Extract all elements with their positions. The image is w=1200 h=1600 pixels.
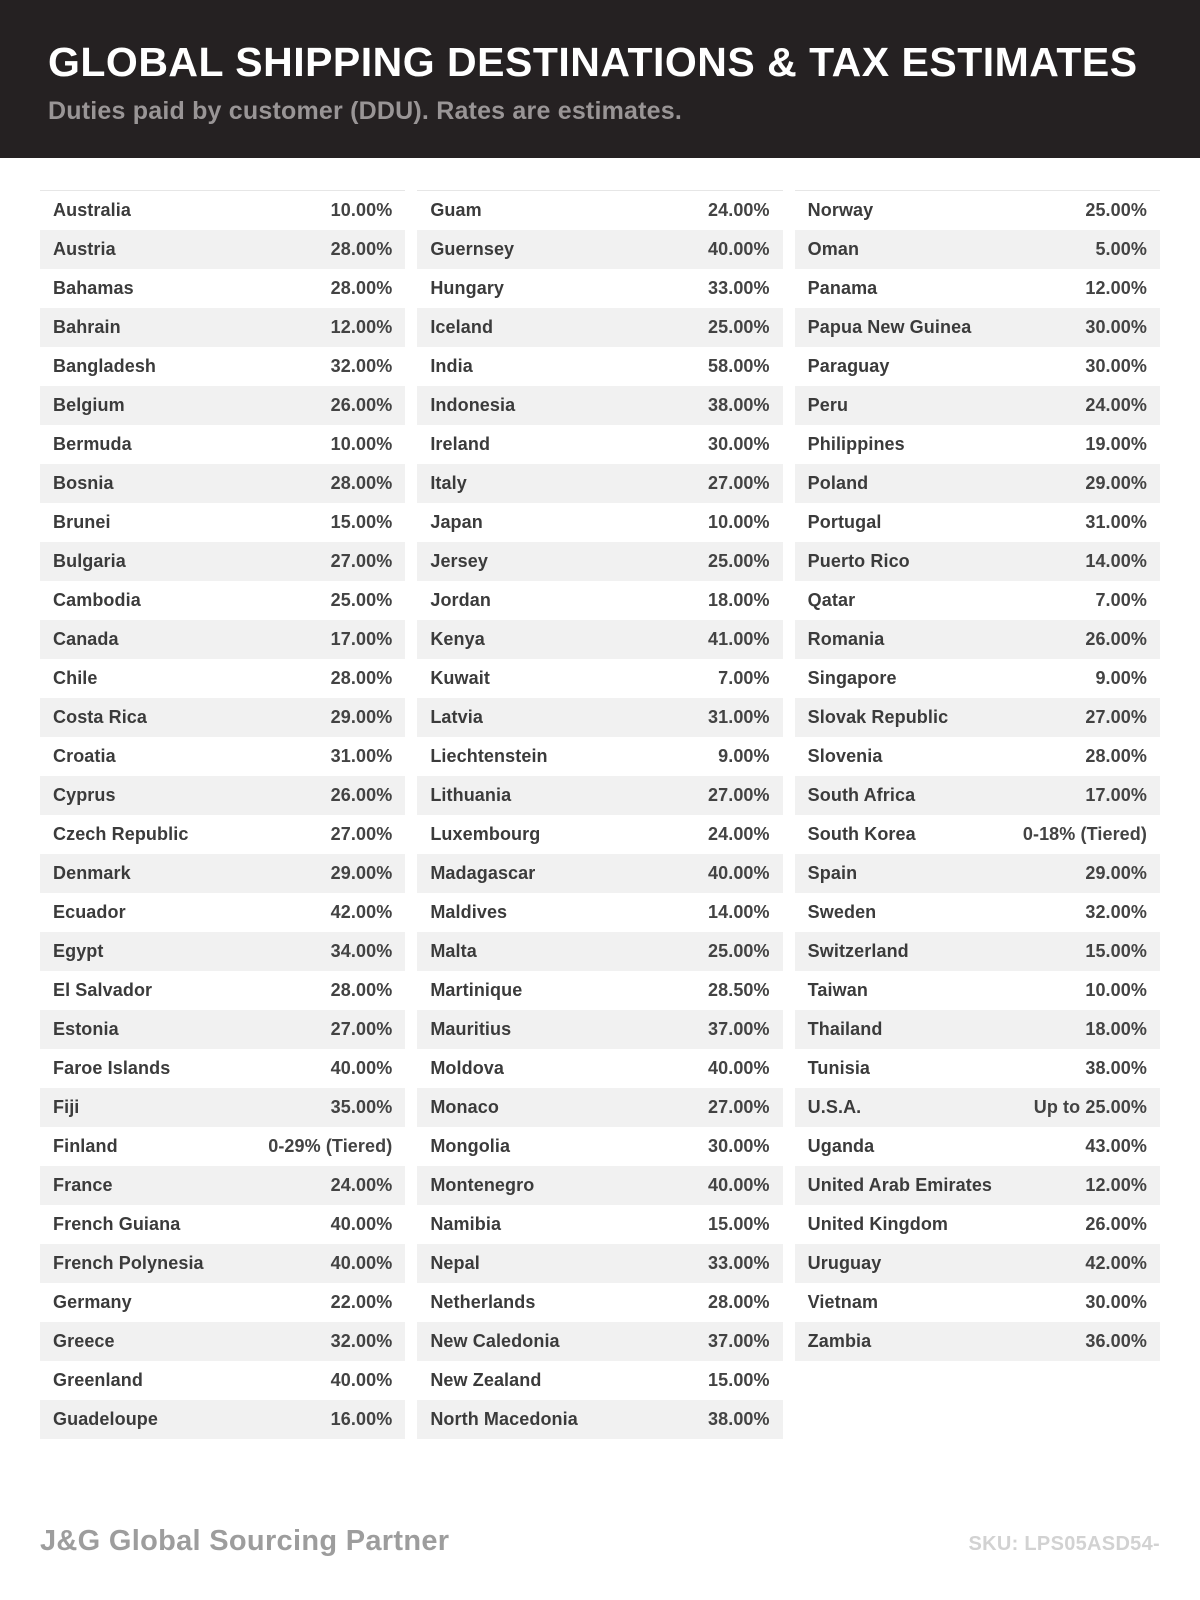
table-row bbox=[795, 464, 1160, 503]
table-row bbox=[417, 1010, 782, 1049]
country-name: Germany bbox=[53, 1292, 132, 1313]
tax-rate: 40.00% bbox=[330, 1058, 393, 1079]
country-name: Fiji bbox=[53, 1097, 80, 1118]
country-name: Moldova bbox=[430, 1058, 505, 1079]
country-name: Portugal bbox=[807, 512, 882, 533]
country-name: Kenya bbox=[430, 629, 485, 650]
country-name: Canada bbox=[53, 629, 119, 650]
country-name: Monaco bbox=[430, 1097, 499, 1118]
rates-column-1 bbox=[40, 190, 405, 1439]
country-name: Belgium bbox=[53, 395, 125, 416]
country-name: Italy bbox=[430, 473, 467, 494]
country-name: Oman bbox=[807, 239, 860, 260]
table-row bbox=[795, 191, 1160, 230]
table-row bbox=[40, 1244, 405, 1283]
table-row bbox=[417, 1049, 782, 1088]
country-name: Norway bbox=[807, 200, 874, 221]
country-name: Latvia bbox=[430, 707, 483, 728]
table-row bbox=[795, 893, 1160, 932]
tax-rate: 40.00% bbox=[330, 1370, 393, 1391]
table-row bbox=[40, 1400, 405, 1439]
country-name: Slovak Republic bbox=[807, 707, 949, 728]
table-row bbox=[40, 776, 405, 815]
tax-rate: 40.00% bbox=[708, 1175, 770, 1196]
country-name: United Arab Emirates bbox=[807, 1175, 993, 1196]
table-row bbox=[795, 815, 1160, 854]
table-row bbox=[40, 932, 405, 971]
country-name: Spain bbox=[807, 863, 858, 884]
table-row bbox=[40, 347, 405, 386]
tax-rate: 25.00% bbox=[1085, 200, 1147, 221]
country-name: French Polynesia bbox=[53, 1253, 204, 1274]
table-row bbox=[40, 1283, 405, 1322]
table-row bbox=[795, 620, 1160, 659]
tax-rate: 36.00% bbox=[1085, 1331, 1147, 1352]
country-name: Luxembourg bbox=[430, 824, 541, 845]
country-name: Guam bbox=[430, 200, 482, 221]
country-name: Montenegro bbox=[430, 1175, 535, 1196]
country-name: Guadeloupe bbox=[53, 1409, 159, 1430]
country-name: Tunisia bbox=[807, 1058, 871, 1079]
tax-rate: 28.50% bbox=[708, 980, 770, 1001]
country-name: New Zealand bbox=[430, 1370, 542, 1391]
table-row bbox=[40, 1088, 405, 1127]
table-row bbox=[417, 1244, 782, 1283]
rates-column-3 bbox=[795, 190, 1160, 1439]
country-name: Sweden bbox=[807, 902, 877, 923]
tax-rate: 31.00% bbox=[330, 746, 393, 767]
country-name: Hungary bbox=[430, 278, 505, 299]
country-name: Kuwait bbox=[430, 668, 490, 689]
tax-rate: 17.00% bbox=[330, 629, 393, 650]
country-name: Singapore bbox=[807, 668, 897, 689]
tax-rate: 40.00% bbox=[708, 863, 770, 884]
country-name: Lithuania bbox=[430, 785, 512, 806]
table-row bbox=[795, 1088, 1160, 1127]
country-name: Brunei bbox=[53, 512, 111, 533]
country-name: Vietnam bbox=[807, 1292, 879, 1313]
tax-rate: 41.00% bbox=[708, 629, 770, 650]
tax-rate: 25.00% bbox=[708, 551, 770, 572]
tax-rate: 24.00% bbox=[708, 200, 770, 221]
tax-rate: 28.00% bbox=[708, 1292, 770, 1313]
country-name: Netherlands bbox=[430, 1292, 536, 1313]
country-name: Madagascar bbox=[430, 863, 536, 884]
table-row bbox=[795, 698, 1160, 737]
tax-rate: 40.00% bbox=[708, 239, 770, 260]
table-row bbox=[417, 815, 782, 854]
tax-rate: 27.00% bbox=[330, 824, 393, 845]
tax-rate: 40.00% bbox=[708, 1058, 770, 1079]
country-name: Nepal bbox=[430, 1253, 480, 1274]
table-row bbox=[795, 503, 1160, 542]
table-row bbox=[417, 1088, 782, 1127]
tax-rate: 0-29% (Tiered) bbox=[268, 1136, 393, 1157]
tax-rate: 19.00% bbox=[1085, 434, 1147, 455]
country-name: New Caledonia bbox=[430, 1331, 560, 1352]
table-row bbox=[417, 191, 782, 230]
table-row bbox=[417, 1361, 782, 1400]
country-name: Greenland bbox=[53, 1370, 143, 1391]
tax-rate: 58.00% bbox=[708, 356, 770, 377]
tax-rate: 10.00% bbox=[330, 200, 393, 221]
tax-rate: 31.00% bbox=[1085, 512, 1147, 533]
table-row bbox=[40, 191, 405, 230]
tax-rate: 22.00% bbox=[330, 1292, 393, 1313]
table-row bbox=[40, 698, 405, 737]
country-name: Philippines bbox=[807, 434, 905, 455]
country-name: El Salvador bbox=[53, 980, 153, 1001]
table-row bbox=[795, 1205, 1160, 1244]
tax-rate: 14.00% bbox=[708, 902, 770, 923]
table-row bbox=[417, 737, 782, 776]
tax-rate: 27.00% bbox=[1085, 707, 1147, 728]
table-row bbox=[795, 308, 1160, 347]
country-name: Malta bbox=[430, 941, 477, 962]
table-row bbox=[795, 776, 1160, 815]
tax-rate: 30.00% bbox=[1085, 356, 1147, 377]
table-row bbox=[40, 230, 405, 269]
tax-rate: 14.00% bbox=[1085, 551, 1147, 572]
table-row bbox=[40, 854, 405, 893]
country-name: Jersey bbox=[430, 551, 488, 572]
table-row bbox=[40, 1127, 405, 1166]
country-name: U.S.A. bbox=[807, 1097, 862, 1118]
table-row bbox=[417, 659, 782, 698]
country-name: Thailand bbox=[807, 1019, 883, 1040]
country-name: North Macedonia bbox=[430, 1409, 578, 1430]
tax-rate: Up to 25.00% bbox=[1033, 1097, 1147, 1118]
table-row bbox=[40, 815, 405, 854]
tax-rate: 7.00% bbox=[718, 668, 770, 689]
country-name: Zambia bbox=[807, 1331, 872, 1352]
country-name: Bulgaria bbox=[53, 551, 126, 572]
tax-rate: 10.00% bbox=[1085, 980, 1147, 1001]
table-row bbox=[417, 347, 782, 386]
tax-rate: 16.00% bbox=[330, 1409, 393, 1430]
country-name: Romania bbox=[807, 629, 885, 650]
tax-rate: 26.00% bbox=[330, 395, 393, 416]
tax-rate: 27.00% bbox=[708, 1097, 770, 1118]
table-row bbox=[795, 386, 1160, 425]
tax-rate: 38.00% bbox=[708, 1409, 770, 1430]
country-name: Iceland bbox=[430, 317, 494, 338]
table-row bbox=[795, 854, 1160, 893]
country-name: Bermuda bbox=[53, 434, 132, 455]
tax-rate: 5.00% bbox=[1095, 239, 1147, 260]
country-name: India bbox=[430, 356, 473, 377]
table-row bbox=[417, 425, 782, 464]
tax-rate: 9.00% bbox=[1095, 668, 1147, 689]
brand-name: J&G Global Sourcing Partner bbox=[40, 1525, 450, 1557]
country-name: Puerto Rico bbox=[807, 551, 910, 572]
country-name: Czech Republic bbox=[53, 824, 189, 845]
tax-rate: 24.00% bbox=[330, 1175, 393, 1196]
table-row bbox=[417, 308, 782, 347]
table-row bbox=[417, 893, 782, 932]
page-subtitle: Duties paid by customer (DDU). Rates are estimates. bbox=[48, 97, 683, 126]
country-name: Australia bbox=[53, 200, 131, 221]
country-name: Maldives bbox=[430, 902, 508, 923]
tax-rate: 25.00% bbox=[708, 317, 770, 338]
tax-rate: 29.00% bbox=[1085, 473, 1147, 494]
country-name: Denmark bbox=[53, 863, 131, 884]
tax-rate: 26.00% bbox=[1085, 629, 1147, 650]
table-row bbox=[417, 542, 782, 581]
tax-rate: 15.00% bbox=[330, 512, 393, 533]
tax-rate: 10.00% bbox=[330, 434, 393, 455]
tax-rate: 40.00% bbox=[330, 1253, 393, 1274]
country-name: Estonia bbox=[53, 1019, 119, 1040]
tax-rate: 25.00% bbox=[330, 590, 393, 611]
country-name: Cambodia bbox=[53, 590, 141, 611]
tax-rate: 40.00% bbox=[330, 1214, 393, 1235]
tax-rate: 9.00% bbox=[718, 746, 770, 767]
country-name: Faroe Islands bbox=[53, 1058, 171, 1079]
country-name: Egypt bbox=[53, 941, 104, 962]
country-name: Guernsey bbox=[430, 239, 515, 260]
tax-rate: 24.00% bbox=[708, 824, 770, 845]
table-row bbox=[40, 386, 405, 425]
tax-rate: 15.00% bbox=[708, 1370, 770, 1391]
table-row bbox=[417, 230, 782, 269]
table-row bbox=[795, 581, 1160, 620]
tax-rate: 37.00% bbox=[708, 1019, 770, 1040]
tax-rate: 24.00% bbox=[1085, 395, 1147, 416]
tax-rate: 17.00% bbox=[1085, 785, 1147, 806]
tax-rate: 10.00% bbox=[708, 512, 770, 533]
tax-rate: 38.00% bbox=[708, 395, 770, 416]
tax-rate: 0-18% (Tiered) bbox=[1022, 824, 1147, 845]
country-name: Paraguay bbox=[807, 356, 890, 377]
table-row bbox=[795, 347, 1160, 386]
country-name: Slovenia bbox=[807, 746, 883, 767]
tax-rate: 27.00% bbox=[330, 551, 393, 572]
table-row bbox=[40, 659, 405, 698]
table-row bbox=[417, 1322, 782, 1361]
country-name: Switzerland bbox=[807, 941, 909, 962]
tax-rate: 15.00% bbox=[708, 1214, 770, 1235]
country-name: Japan bbox=[430, 512, 483, 533]
table-row bbox=[40, 1322, 405, 1361]
table-row bbox=[417, 503, 782, 542]
table-row bbox=[417, 1400, 782, 1439]
tax-rate: 33.00% bbox=[708, 1253, 770, 1274]
table-row bbox=[40, 269, 405, 308]
tax-rate: 43.00% bbox=[1085, 1136, 1147, 1157]
table-row bbox=[795, 269, 1160, 308]
country-name: Poland bbox=[807, 473, 869, 494]
country-name: Papua New Guinea bbox=[807, 317, 972, 338]
tax-rate: 27.00% bbox=[330, 1019, 393, 1040]
country-name: Jordan bbox=[430, 590, 491, 611]
country-name: Bahamas bbox=[53, 278, 134, 299]
table-row bbox=[795, 425, 1160, 464]
tax-rate: 32.00% bbox=[1085, 902, 1147, 923]
table-row bbox=[795, 1244, 1160, 1283]
tax-rate: 12.00% bbox=[330, 317, 393, 338]
table-row bbox=[417, 386, 782, 425]
country-name: Bosnia bbox=[53, 473, 114, 494]
country-name: France bbox=[53, 1175, 113, 1196]
tax-rate: 26.00% bbox=[1085, 1214, 1147, 1235]
tax-rate: 30.00% bbox=[708, 1136, 770, 1157]
table-row bbox=[40, 542, 405, 581]
country-name: Mongolia bbox=[430, 1136, 511, 1157]
table-row bbox=[417, 698, 782, 737]
tax-rate: 30.00% bbox=[1085, 317, 1147, 338]
tax-rate: 15.00% bbox=[1085, 941, 1147, 962]
table-row bbox=[40, 1166, 405, 1205]
tax-rate: 18.00% bbox=[1085, 1019, 1147, 1040]
table-row bbox=[40, 737, 405, 776]
table-row bbox=[40, 464, 405, 503]
country-name: Qatar bbox=[807, 590, 856, 611]
table-row bbox=[40, 503, 405, 542]
country-name: South Korea bbox=[807, 824, 916, 845]
tax-rate: 38.00% bbox=[1085, 1058, 1147, 1079]
country-name: Cyprus bbox=[53, 785, 116, 806]
table-row bbox=[40, 581, 405, 620]
tax-rate: 42.00% bbox=[1085, 1253, 1147, 1274]
country-name: Namibia bbox=[430, 1214, 502, 1235]
table-row bbox=[40, 971, 405, 1010]
table-row bbox=[795, 1166, 1160, 1205]
table-row bbox=[795, 659, 1160, 698]
table-row bbox=[795, 1049, 1160, 1088]
table-row bbox=[795, 542, 1160, 581]
table-row bbox=[40, 893, 405, 932]
table-row bbox=[417, 776, 782, 815]
tax-rate: 27.00% bbox=[708, 473, 770, 494]
page-title: GLOBAL SHIPPING DESTINATIONS & TAX ESTIMATES bbox=[48, 39, 1138, 85]
table-row bbox=[795, 737, 1160, 776]
rates-table bbox=[0, 158, 1200, 1439]
table-row bbox=[40, 1361, 405, 1400]
footer bbox=[40, 1525, 1160, 1558]
table-row bbox=[795, 230, 1160, 269]
tax-rate: 32.00% bbox=[330, 1331, 393, 1352]
country-name: Mauritius bbox=[430, 1019, 512, 1040]
table-row bbox=[417, 932, 782, 971]
country-name: Uganda bbox=[807, 1136, 875, 1157]
table-row bbox=[795, 1283, 1160, 1322]
country-name: Greece bbox=[53, 1331, 115, 1352]
tax-rate: 30.00% bbox=[1085, 1292, 1147, 1313]
country-name: Chile bbox=[53, 668, 98, 689]
tax-rate: 35.00% bbox=[330, 1097, 393, 1118]
table-row bbox=[417, 1127, 782, 1166]
table-row bbox=[417, 971, 782, 1010]
tax-rate: 29.00% bbox=[1085, 863, 1147, 884]
tax-rate: 37.00% bbox=[708, 1331, 770, 1352]
country-name: Indonesia bbox=[430, 395, 516, 416]
table-row bbox=[795, 932, 1160, 971]
tax-rate: 30.00% bbox=[708, 434, 770, 455]
table-row bbox=[417, 269, 782, 308]
table-row bbox=[795, 1322, 1160, 1361]
country-name: Taiwan bbox=[807, 980, 868, 1001]
tax-rate: 27.00% bbox=[708, 785, 770, 806]
tax-rate: 18.00% bbox=[708, 590, 770, 611]
table-row bbox=[795, 1010, 1160, 1049]
tax-rate: 7.00% bbox=[1095, 590, 1147, 611]
country-name: Peru bbox=[807, 395, 849, 416]
tax-rate: 31.00% bbox=[708, 707, 770, 728]
country-name: Panama bbox=[807, 278, 878, 299]
country-name: Martinique bbox=[430, 980, 523, 1001]
table-row bbox=[40, 1205, 405, 1244]
tax-rate: 28.00% bbox=[330, 980, 393, 1001]
tax-rate: 12.00% bbox=[1085, 1175, 1147, 1196]
table-row bbox=[417, 854, 782, 893]
tax-rate: 28.00% bbox=[330, 473, 393, 494]
country-name: Ecuador bbox=[53, 902, 126, 923]
country-name: Bangladesh bbox=[53, 356, 157, 377]
tax-rate: 42.00% bbox=[330, 902, 393, 923]
country-name: Finland bbox=[53, 1136, 118, 1157]
country-name: Uruguay bbox=[807, 1253, 882, 1274]
tax-rate: 28.00% bbox=[1085, 746, 1147, 767]
tax-rate: 28.00% bbox=[330, 278, 393, 299]
table-row bbox=[40, 1049, 405, 1088]
table-row bbox=[417, 1283, 782, 1322]
table-row bbox=[417, 620, 782, 659]
tax-rate: 28.00% bbox=[330, 668, 393, 689]
country-name: French Guiana bbox=[53, 1214, 181, 1235]
tax-rate: 34.00% bbox=[330, 941, 393, 962]
country-name: South Africa bbox=[807, 785, 916, 806]
table-row bbox=[795, 971, 1160, 1010]
country-name: Ireland bbox=[430, 434, 491, 455]
country-name: Costa Rica bbox=[53, 707, 148, 728]
table-row bbox=[417, 1205, 782, 1244]
tax-rate: 28.00% bbox=[330, 239, 393, 260]
table-row bbox=[40, 425, 405, 464]
rates-column-2 bbox=[417, 190, 782, 1439]
tax-rate: 32.00% bbox=[330, 356, 393, 377]
table-row bbox=[40, 308, 405, 347]
table-row bbox=[40, 1010, 405, 1049]
table-row bbox=[40, 620, 405, 659]
tax-rate: 25.00% bbox=[708, 941, 770, 962]
tax-rate: 26.00% bbox=[330, 785, 393, 806]
tax-rate: 33.00% bbox=[708, 278, 770, 299]
table-row bbox=[417, 464, 782, 503]
country-name: Bahrain bbox=[53, 317, 121, 338]
country-name: United Kingdom bbox=[807, 1214, 949, 1235]
tax-rate: 29.00% bbox=[330, 707, 393, 728]
tax-rate: 29.00% bbox=[330, 863, 393, 884]
table-row bbox=[417, 1166, 782, 1205]
country-name: Croatia bbox=[53, 746, 116, 767]
country-name: Austria bbox=[53, 239, 116, 260]
table-row bbox=[795, 1127, 1160, 1166]
sku-label: SKU: LPS05ASD54- bbox=[968, 1533, 1160, 1555]
table-row bbox=[417, 581, 782, 620]
country-name: Liechtenstein bbox=[430, 746, 548, 767]
tax-rate: 12.00% bbox=[1085, 278, 1147, 299]
header bbox=[0, 0, 1200, 158]
